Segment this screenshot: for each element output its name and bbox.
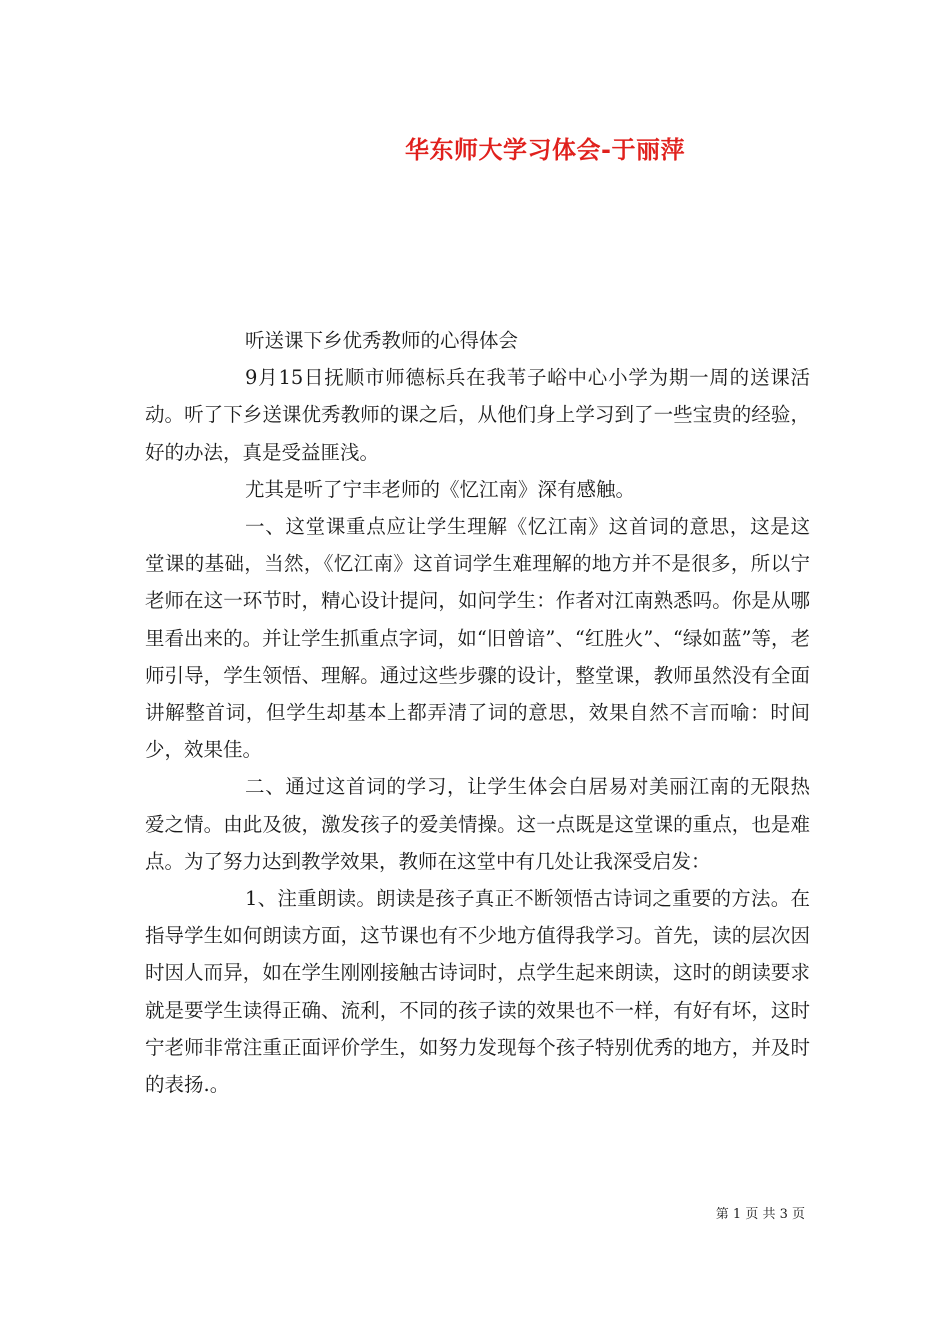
paragraph: 二、通过这首词的学习，让学生体会白居易对美丽江南的无限热爱之情。由此及彼，激发孩子的爱美情操。这一点既是这堂课的重点，也是难点。为了努力达到教学效果，教师在这堂中有几处让我深受启发：	[145, 775, 810, 873]
document-title: 华东师大学习体会-于丽萍	[405, 136, 685, 164]
paragraph: 9月15日抚顺市师德标兵在我苇子峪中心小学为期一周的送课活动。听了下乡送课优秀教师的课之后，从他们身上学习到了一些宝贵的经验，好的办法，真是受益匪浅。	[145, 366, 810, 464]
paragraph: 一、这堂课重点应让学生理解《忆江南》这首词的意思，这是这堂课的基础，当然，《忆江南》这首词学生难理解的地方并不是很多，所以宁老师在这一环节时，精心设计提问，如问学生：作者对江南熟悉吗。你是从哪里看出来的。并让学生抓重点字词，如“旧曾谙”、“红胜火”、“绿如蓝”等，老师引导，学生领悟、理解。通过这些步骤的设计，整堂课，教师虽然没有全面讲解整首词，但学生却基本上都弄清了词的意思，效果自然不言而喻：时间少，效果佳。	[145, 515, 810, 762]
page-number-footer: 第 1 页 共 3 页	[715, 1207, 805, 1222]
document-body	[145, 322, 810, 1103]
paragraph: 尤其是听了宁丰老师的《忆江南》深有感触。	[245, 477, 636, 501]
paragraph-heading: 听送课下乡优秀教师的心得体会	[245, 329, 519, 352]
paragraph: 1、注重朗读。朗读是孩子真正不断领悟古诗词之重要的方法。在指导学生如何朗读方面，这节课也有不少地方值得我学习。首先，读的层次因时因人而异，如在学生刚刚接触古诗词时，点学生起来朗读，这时的朗读要求就是要学生读得正确、流利，不同的孩子读的效果也不一样，有好有坏，这时宁老师非常注重正面评价学生，如努力发现每个孩子特别优秀的地方，并及时的表扬.。	[145, 887, 810, 1097]
